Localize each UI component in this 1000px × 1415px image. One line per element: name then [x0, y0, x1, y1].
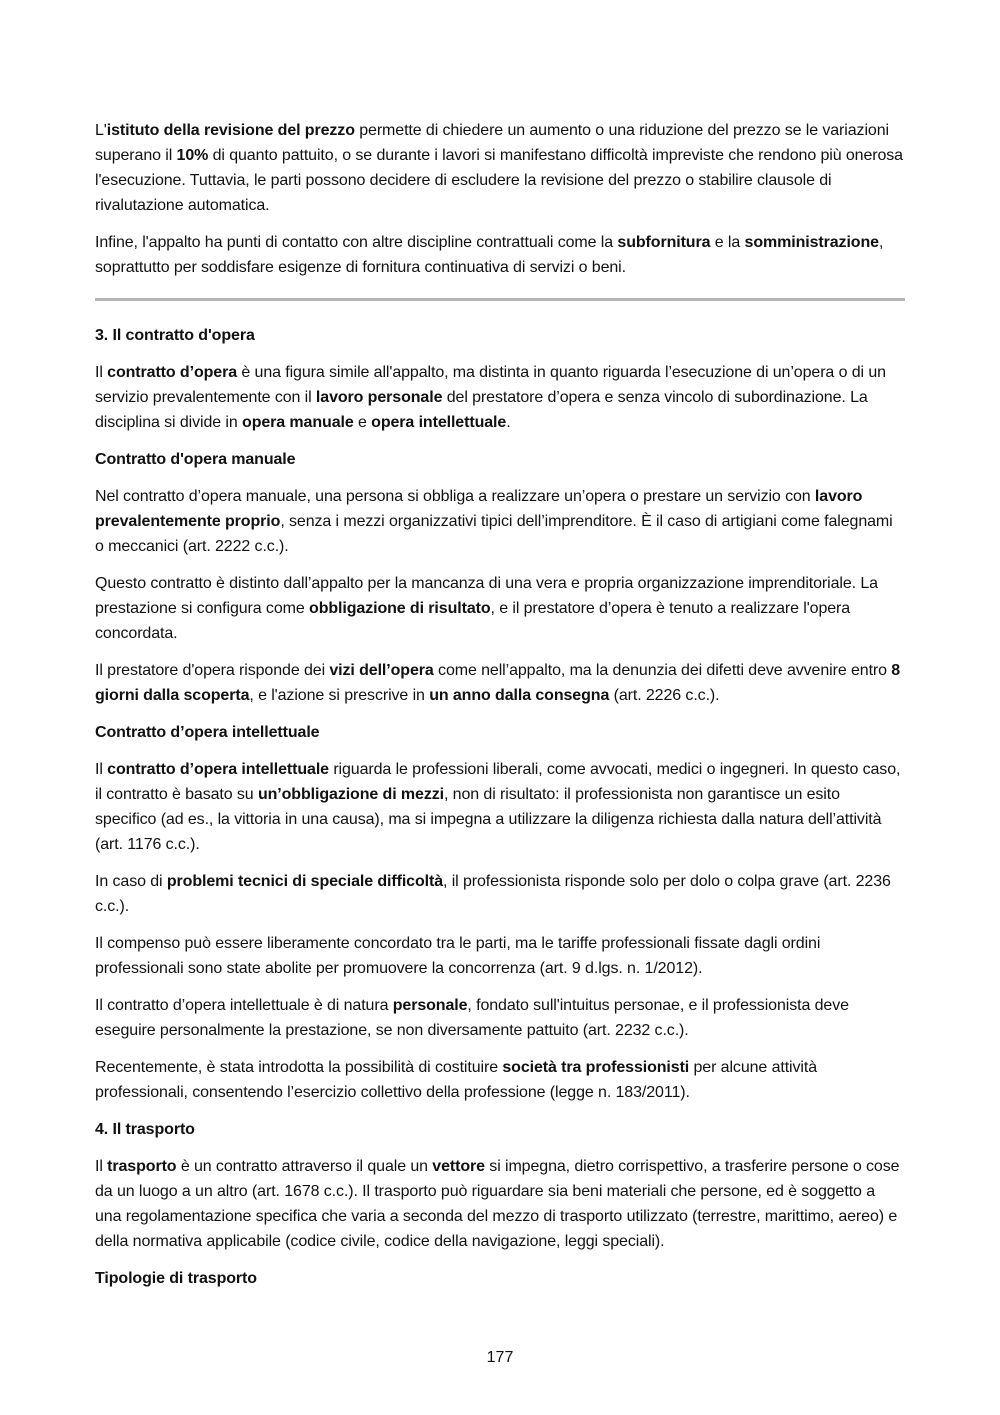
text: Il [95, 1158, 108, 1175]
paragraph-compenso [95, 931, 905, 981]
section-heading-contratto-opera: 3. Il contratto d'opera [95, 327, 255, 344]
paragraph-problemi-tecnici [95, 869, 905, 919]
text: Il [95, 761, 108, 778]
text: L' [95, 122, 107, 139]
bold-term: un anno dalla consegna [429, 687, 610, 704]
bold-term: un’obbligazione di mezzi [257, 786, 444, 803]
paragraph-distinzione-appalto [95, 571, 905, 646]
bold-term: società tra professionisti [502, 1059, 690, 1076]
bold-term: subfornitura [617, 234, 711, 251]
bold-term: vettore [432, 1158, 485, 1175]
text: si impegna, dietro corrispettivo, a trasferire persone o cose da un luogo a un altro (art. 1678 c.c.). Il trasporto può riguardare sia beni materiali che persone, ed è soggetto a una regolamentazione specifica che varia a seconda del mezzo di trasporto utilizzato (terrestre, marittimo, aereo) e della normativa applicabile (codice civile, codice della navigazione, leggi speciali). [95, 1158, 900, 1250]
text: Il [95, 364, 108, 381]
paragraph-vizi-opera [95, 658, 905, 708]
paragraph-contratto-opera-intro [95, 360, 905, 435]
bold-term: contratto d’opera [107, 364, 238, 381]
text: Recentemente, è stata introdotta la possibilità di costituire [95, 1059, 503, 1076]
text: riguarda le professioni liberali, come avvocati, medici o ingegneri. In questo caso, il contratto è basato su [95, 761, 901, 803]
bold-term: somministrazione [744, 234, 879, 251]
subheading-tipologie-trasporto: Tipologie di trasporto [95, 1270, 257, 1287]
text: , soprattutto per soddisfare esigenze di fornitura continuativa di servizi o beni. [95, 234, 884, 276]
paragraph-trasporto [95, 1154, 905, 1254]
paragraph-opera-intellettuale [95, 757, 905, 857]
text: e [353, 414, 372, 431]
text: , senza i mezzi organizzativi tipici dell’imprenditore. È il caso di artigiani come falegnami o meccanici (art. 2222 c.c.). [95, 513, 893, 555]
text: (art. 2226 c.c.). [609, 687, 720, 704]
paragraph-societa-professionisti [95, 1055, 905, 1105]
subheading-opera-manuale: Contratto d'opera manuale [95, 451, 296, 468]
text: e la [710, 234, 745, 251]
bold-term: istituto della revisione del prezzo [106, 122, 355, 139]
bold-term: opera intellettuale [371, 414, 507, 431]
text: Il compenso può essere liberamente concordato tra le parti, ma le tariffe professionali fissate dagli ordini professionali sono state abolite per promuovere la concorrenza (art. 9 d.lgs. n. 1/2012). [95, 935, 821, 977]
subheading-opera-intellettuale: Contratto d’opera intellettuale [95, 724, 320, 741]
paragraph-opera-manuale [95, 484, 905, 559]
text: permette di chiedere un aumento o una riduzione del prezzo se le variazioni superano il [95, 122, 889, 164]
text: Infine, l'appalto ha punti di contatto con altre discipline contrattuali come la [95, 234, 618, 251]
bold-term: vizi dell’opera [329, 662, 434, 679]
text: . [506, 414, 511, 431]
text: , fondato sull'intuitus personae, e il professionista deve eseguire personalmente la prestazione, se non diversamente pattuito (art. 2232 c.c.). [95, 997, 849, 1039]
text: , e l'azione si prescrive in [249, 687, 430, 704]
page-content [95, 118, 905, 1303]
text: Il prestatore d'opera risponde dei [95, 662, 330, 679]
section-heading-trasporto: 4. Il trasporto [95, 1121, 195, 1138]
bold-term: trasporto [107, 1158, 177, 1175]
bold-term: lavoro personale [315, 389, 443, 406]
bold-term: 10% [176, 147, 209, 164]
text: Nel contratto d’opera manuale, una persona si obbliga a realizzare un’opera o prestare un servizio con [95, 488, 815, 505]
bold-term: obbligazione di risultato [309, 600, 491, 617]
text: Questo contratto è distinto dall’appalto per la mancanza di una vera e propria organizzazione imprenditoriale. La prestazione si configura come [95, 575, 878, 617]
text: , e il prestatore d’opera è tenuto a realizzare l'opera concordata. [95, 600, 851, 642]
text: Il contratto d’opera intellettuale è di natura [95, 997, 393, 1014]
section-divider [95, 298, 905, 301]
paragraph-revisione-prezzo [95, 118, 905, 218]
text: è una figura simile all'appalto, ma distinta in quanto riguarda l’esecuzione di un’opera o di un servizio prevalentemente con il [95, 364, 886, 406]
text: , non di risultato: il professionista non garantisce un esito specifico (ad es., la vittoria in una causa), ma si impegna a utilizzare la diligenza richiesta dalla natura dell’attività (art. 1176 c.c.). [95, 786, 882, 853]
bold-term: personale [392, 997, 468, 1014]
bold-term: lavoro prevalentemente proprio [95, 488, 863, 530]
bold-term: contratto d’opera intellettuale [107, 761, 329, 778]
text: come nell’appalto, ma la denunzia dei difetti deve avvenire entro [433, 662, 892, 679]
bold-term: 8 giorni dalla scoperta [95, 662, 901, 704]
text: In caso di [95, 873, 167, 890]
text: di quanto pattuito, o se durante i lavori si manifestano difficoltà impreviste che rendono più onerosa l'esecuzione. Tuttavia, le parti possono decidere di escludere la revisione del prezzo o stabilire clausole di rivalutazione automatica. [95, 147, 903, 214]
paragraph-natura-personale [95, 993, 905, 1043]
page-number: 177 [486, 1349, 514, 1366]
text: è un contratto attraverso il quale un [176, 1158, 433, 1175]
bold-term: opera manuale [242, 414, 354, 431]
text: , il professionista risponde solo per dolo o colpa grave (art. 2236 c.c.). [95, 873, 891, 915]
bold-term: problemi tecnici di speciale difficoltà [166, 873, 444, 890]
text: del prestatore d’opera e senza vincolo di subordinazione. La disciplina si divide in [95, 389, 868, 431]
text: per alcune attività professionali, consentendo l’esercizio collettivo della professione (legge n. 183/2011). [95, 1059, 818, 1101]
paragraph-punti-contatto [95, 230, 905, 280]
